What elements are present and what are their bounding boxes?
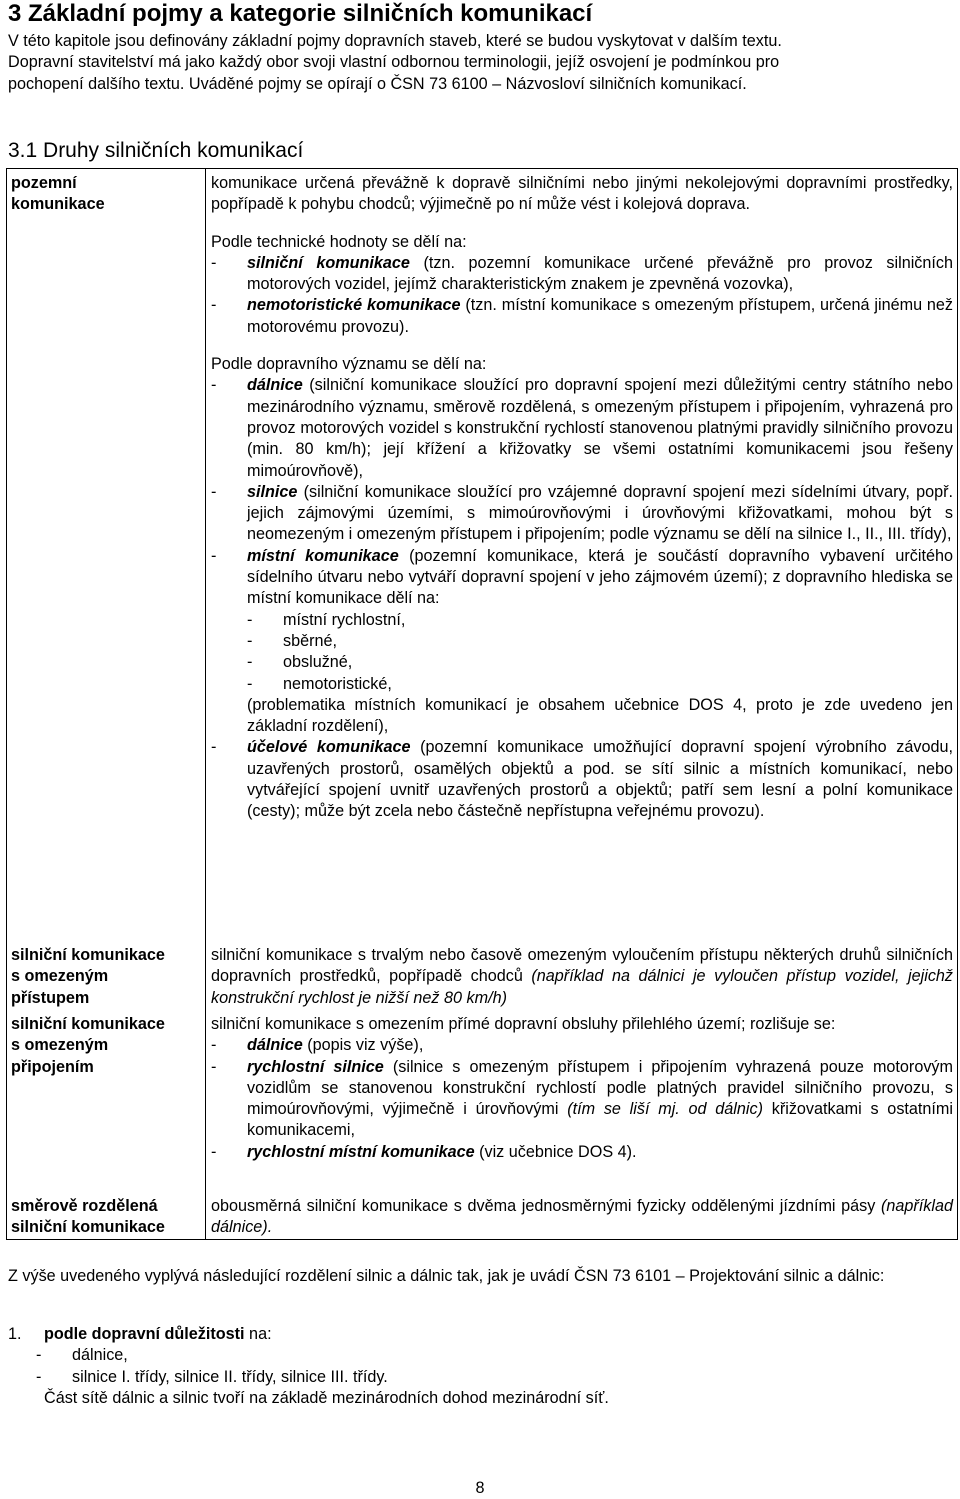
sub-item-text: silnice I. třídy, silnice II. třídy, silnice III. třídy. bbox=[72, 1367, 388, 1386]
sub-list-item bbox=[211, 631, 953, 652]
list-text: (pozemní komunikace, která je součástí dopravního vybavení určitého sídelního útvaru nebo vytváří dopravní spojení v jeho zájmovém území); z dopravního hlediska se místní komunikace dělí na: bbox=[247, 546, 953, 608]
list-dash: - bbox=[211, 1142, 217, 1161]
term-line: silniční komunikace bbox=[11, 1015, 165, 1033]
term-pozemni-komunikace bbox=[11, 173, 201, 216]
section-title: 3.1 Druhy silničních komunikací bbox=[8, 139, 304, 162]
term-omezeny-pristup bbox=[11, 945, 201, 1009]
list-dash: - bbox=[211, 482, 217, 501]
term-line: směrově rozdělená bbox=[11, 1197, 158, 1215]
list-item bbox=[211, 482, 953, 546]
list-item bbox=[211, 1142, 953, 1163]
term-smerove-rozdelena bbox=[11, 1196, 201, 1239]
definition-text: silniční komunikace s omezením přímé dopravní obsluhy přilehlého území; rozlišuje se: bbox=[211, 1015, 836, 1033]
traffic-intro: Podle dopravního významu se dělí na: bbox=[211, 355, 487, 374]
list-text: (silniční komunikace sloužící pro dopravní spojení mezi důležitými centry státního nebo mezinárodního významu, směrově rozdělená, s omezeným přístupem i připojením, vyhrazená pro provoz motorových vozidel s konstrukční rychlostí stanovenou platnými pravidly silničního provozu (min. 80 km/h); její křížení a křižovatky se všemi ostatními komunikacemi jsou řešeny mimoúrovňově), bbox=[247, 376, 953, 480]
list-term: silniční komunikace bbox=[247, 253, 410, 272]
definition-pozemni-komunikace bbox=[211, 173, 953, 823]
column-divider bbox=[205, 169, 206, 1239]
list-dash: - bbox=[247, 653, 253, 672]
list-item bbox=[211, 295, 953, 338]
list-item bbox=[211, 546, 953, 610]
term-line: pozemní bbox=[11, 174, 77, 192]
list-term: nemotoristické komunikace bbox=[247, 296, 461, 315]
chapter-intro bbox=[8, 31, 956, 95]
list-text: sběrné, bbox=[283, 631, 337, 650]
definition-text: silniční komunikace s trvalým nebo časově omezeným vyloučením přístupu některých druhů silničních dopravních prostředků, popřípadě chodců bbox=[211, 946, 953, 986]
list-dash: - bbox=[36, 1346, 42, 1365]
list-term: rychlostní silnice bbox=[247, 1057, 384, 1076]
term-line: silniční komunikace bbox=[11, 1218, 165, 1237]
sub-item-text: dálnice, bbox=[72, 1346, 128, 1365]
item-bold: podle dopravní důležitosti bbox=[44, 1325, 245, 1343]
list-item bbox=[211, 375, 953, 481]
list-text: (viz učebnice DOS 4). bbox=[474, 1142, 637, 1161]
list-dash: - bbox=[247, 631, 253, 650]
list-item bbox=[211, 1057, 953, 1142]
sub-list-item bbox=[211, 610, 953, 631]
list-dash: - bbox=[211, 738, 217, 757]
chapter-title: 3 Základní pojmy a kategorie silničních komunikací bbox=[8, 0, 593, 27]
list-dash: - bbox=[247, 674, 253, 693]
tech-intro: Podle technické hodnoty se dělí na: bbox=[211, 232, 467, 251]
definition-omezeny-pristup bbox=[211, 945, 953, 1009]
list-dash: - bbox=[211, 546, 217, 565]
list-text: obslužné, bbox=[283, 653, 353, 672]
list-term: dálnice bbox=[247, 376, 303, 395]
sub-list-item bbox=[211, 652, 953, 673]
term-line: s omezeným bbox=[11, 967, 109, 986]
sub-list-item bbox=[211, 674, 953, 695]
paragraph-text: Z výše uvedeného vyplývá následující rozdělení silnic a dálnic tak, jak je uvádí ČSN 73 6101 – Projektování silnic a dálnic: bbox=[8, 1267, 885, 1285]
list-term: místní komunikace bbox=[247, 546, 399, 565]
after-table-paragraph bbox=[8, 1266, 956, 1287]
list-text: (silnice s omezeným přístupem i připojením vyhrazená pouze motorovým vozidlům se stanovenou konstrukční rychlostí podle platných pravidel silničního provozu, s mimoúrovňovými, výjimečně i úrovňovými bbox=[247, 1057, 953, 1119]
item-number: 1. bbox=[8, 1325, 22, 1343]
list-item bbox=[211, 1035, 953, 1056]
list-text: (tzn. pozemní komunikace určené převážně pro provoz silničních motorových vozidel, jejímž charakteristickým znakem je zpevněná vozovka), bbox=[247, 253, 953, 294]
list-text: (silniční komunikace sloužící pro vzájemné dopravní spojení mezi sídelními útvary, popř. jejich zájmovými územími, s mimoúrovňovými i úrovňovými křižovatkami, mohou být s neomezeným i omezeným přístupem i připojením; podle významu se dělí na silnice I., II., III. třídy), bbox=[247, 482, 953, 544]
definition-example: (například dálnice). bbox=[211, 1197, 953, 1237]
list-text: (pozemní komunikace umožňující dopravní spojení výrobního závodu, uzavřených prostorů, osamělých objektů a pod. se sítí silnic a místních komunikací, nebo vytvářející spojení uvnitř uzavřených prostorů a objektů; patří sem lesní a polní komunikace (cesty); může být zcela nebo částečně nepřístupna veřejnému provozu). bbox=[247, 738, 953, 821]
sub-item bbox=[8, 1367, 948, 1388]
list-italic: (tím se liší mj. od dálnic) bbox=[567, 1100, 763, 1119]
list-term: rychlostní místní komunikace bbox=[247, 1142, 475, 1161]
list-dash: - bbox=[36, 1367, 42, 1386]
list-text: (tzn. místní komunikace s omezeným přístupem, určená jinému než motorovému provozu). bbox=[247, 296, 954, 336]
term-line: připojením bbox=[11, 1057, 94, 1076]
term-line: přístupem bbox=[11, 988, 90, 1007]
definition-text: obousměrná silniční komunikace s dvěma jednosměrnými fyzicky oddělenými jízdními pásy bbox=[211, 1197, 882, 1215]
list-note: Část sítě dálnic a silnic tvoří na základě mezinárodních dohod mezinárodní síť. bbox=[44, 1388, 609, 1407]
definition-smerove-rozdelena bbox=[211, 1196, 953, 1239]
definitions-table bbox=[6, 168, 958, 1240]
item-rest: na: bbox=[244, 1325, 272, 1343]
list-item bbox=[211, 737, 953, 822]
list-dash: - bbox=[211, 1057, 217, 1076]
list-dash: - bbox=[211, 253, 217, 272]
term-line: s omezeným bbox=[11, 1036, 109, 1055]
page-number: 8 bbox=[475, 1479, 485, 1497]
list-text: nemotoristické, bbox=[283, 674, 392, 693]
intro-line: pochopení dalšího textu. Uváděné pojmy se opírají o ČSN 73 6100 – Názvosloví silničních komunikací. bbox=[8, 74, 747, 93]
term-line: komunikace bbox=[11, 195, 105, 214]
list-text: místní rychlostní, bbox=[283, 610, 406, 629]
list-dash: - bbox=[247, 610, 253, 629]
term-line: silniční komunikace bbox=[11, 946, 165, 964]
sub-item bbox=[8, 1345, 948, 1366]
numbered-list bbox=[8, 1324, 948, 1409]
list-dash: - bbox=[211, 296, 217, 315]
list-text: (popis viz výše), bbox=[302, 1036, 424, 1055]
intro-line: V této kapitole jsou definovány základní pojmy dopravních staveb, které se budou vyskytovat v dalším textu. bbox=[8, 32, 782, 50]
list-term: dálnice bbox=[247, 1036, 303, 1055]
definition-text: komunikace určená převážně k dopravě silničními nebo jinými nekolejovými dopravními prostředky, popřípadě k pohybu chodců; výjimečně po ní může vést i kolejová doprava. bbox=[211, 174, 953, 214]
intro-line: Dopravní stavitelství má jako každý obor svoji vlastní odbornou terminologii, jejíž osvojení je podmínkou pro bbox=[8, 53, 780, 72]
list-dash: - bbox=[211, 376, 217, 395]
list-text: křižovatkami s ostatními komunikacemi, bbox=[247, 1100, 953, 1140]
list-item bbox=[211, 253, 953, 296]
numbered-item bbox=[8, 1324, 948, 1345]
local-note: (problematika místních komunikací je obsahem učebnice DOS 4, proto je zde uvedeno jen základní rozdělení), bbox=[247, 695, 953, 736]
list-dash: - bbox=[211, 1036, 217, 1055]
term-omezene-pripojeni bbox=[11, 1014, 201, 1078]
definition-example: (například na dálnici je vyloučen přístup vozidel, jejichž konstrukční rychlost je nižší než 80 km/h) bbox=[211, 967, 954, 1007]
list-term: silnice bbox=[247, 482, 298, 501]
definition-omezene-pripojeni bbox=[211, 1014, 953, 1163]
list-term: účelové komunikace bbox=[247, 738, 411, 757]
